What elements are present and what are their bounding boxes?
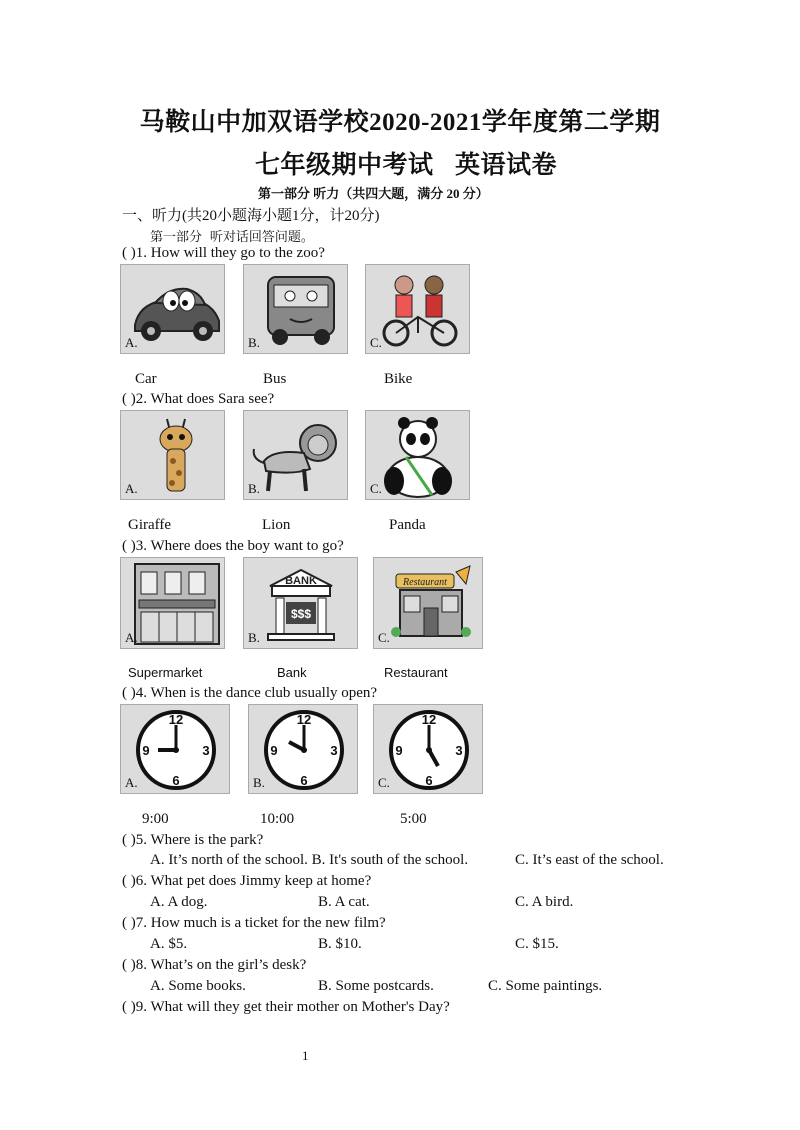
question-9: ( )9. What will they get their mother on Mother's Day? [122,999,450,1015]
option-letter: A. [125,775,138,790]
option-6-b: B. A cat. [318,894,370,910]
caption-bus: Bus [263,371,287,387]
option-image-bike [365,264,470,354]
clock-numeral-3: 3 [330,743,338,758]
caption-time-b: 10:00 [260,811,295,827]
option-letter: C. [378,630,390,645]
clock-numeral-6: 6 [425,773,433,788]
option-7-c: C. $15. [515,936,559,952]
restaurant-sign: Restaurant [403,577,447,588]
clock-numeral-6: 6 [172,773,180,788]
caption-panda: Panda [389,517,426,533]
option-6-a: A. A dog. [150,894,208,910]
clock-numeral-9: 9 [142,743,150,758]
option-letter: C. [370,481,382,496]
option-6-c: C. A bird. [515,894,574,910]
option-image-restaurant [373,557,483,649]
caption-bike: Bike [384,371,413,387]
option-8-c: C. Some paintings. [488,978,603,994]
option-letter: C. [370,335,382,350]
option-8-b: B. Some postcards. [318,978,434,994]
option-image-car [120,264,225,354]
question-5: ( )5. Where is the park? [122,832,264,848]
option-7-b: B. $10. [318,936,362,952]
exam-title: 马鞍山中加双语学校2020-2021学年度第二学期 [139,109,661,136]
option-image-bank [243,557,358,649]
option-letter: B. [248,630,260,645]
option-letter: A. [125,335,138,350]
option-8-a: A. Some books. [150,978,246,994]
question-8: ( )8. What’s on the girl’s desk? [122,957,307,973]
option-image-clock-a [120,704,230,794]
caption-giraffe: Giraffe [128,517,172,533]
caption-time-c: 5:00 [400,811,427,827]
option-7-a: A. $5. [150,936,188,952]
exam-subtitle-grade: 七年级期中考试 [255,152,434,179]
question-3: ( )3. Where does the boy want to go? [122,538,344,554]
part-heading: 第一部分 听力（共四大题，满分 20 分） [258,186,489,201]
option-image-giraffe [120,410,225,500]
clock-numeral-3: 3 [455,743,463,758]
caption-lion: Lion [262,517,291,533]
option-letter: A. [125,481,138,496]
question-2: ( )2. What does Sara see? [122,391,275,407]
clock-numeral-9: 9 [270,743,278,758]
page-number: 1 [302,1048,309,1063]
option-image-supermarket [120,557,225,649]
section-instruction: 第一部分 听对话回答问题。 [150,230,314,245]
bank-icon [244,558,358,649]
caption-time-a: 9:00 [142,811,169,827]
option-letter: B. [253,775,265,790]
option-image-panda [365,410,470,500]
option-5-ab: A. It’s north of the school. B. It's south of the school. [150,852,469,868]
exam-subtitle-subject: 英语试卷 [455,152,558,179]
clock-numeral-12: 12 [168,712,184,727]
caption-restaurant: Restaurant [384,665,448,680]
question-4: ( )4. When is the dance club usually open? [122,685,378,701]
option-image-clock-c [373,704,483,794]
caption-supermarket: Supermarket [128,665,203,680]
option-image-clock-b [248,704,358,794]
clock-icon [374,705,483,794]
restaurant-icon [374,558,483,649]
clock-numeral-3: 3 [202,743,210,758]
caption-car: Car [135,371,157,387]
caption-bank: Bank [277,665,307,680]
section-heading: 一、听力(共20小题海小题1分，计20分) [122,208,380,224]
clock-numeral-9: 9 [395,743,403,758]
option-image-bus [243,264,348,354]
question-6: ( )6. What pet does Jimmy keep at home? [122,873,372,889]
question-7: ( )7. How much is a ticket for the new film? [122,915,386,931]
clock-numeral-12: 12 [296,712,312,727]
question-1: ( )1. How will they go to the zoo? [122,245,325,261]
clock-numeral-6: 6 [300,773,308,788]
clock-icon [249,705,358,794]
bank-money: $$$ [290,607,312,621]
option-image-lion [243,410,348,500]
option-letter: B. [248,335,260,350]
option-letter: A. [125,630,138,645]
clock-numeral-12: 12 [421,712,437,727]
option-letter: C. [378,775,390,790]
bank-sign: BANK [285,575,317,587]
option-letter: B. [248,481,260,496]
option-5-c: C. It’s east of the school. [515,852,664,868]
